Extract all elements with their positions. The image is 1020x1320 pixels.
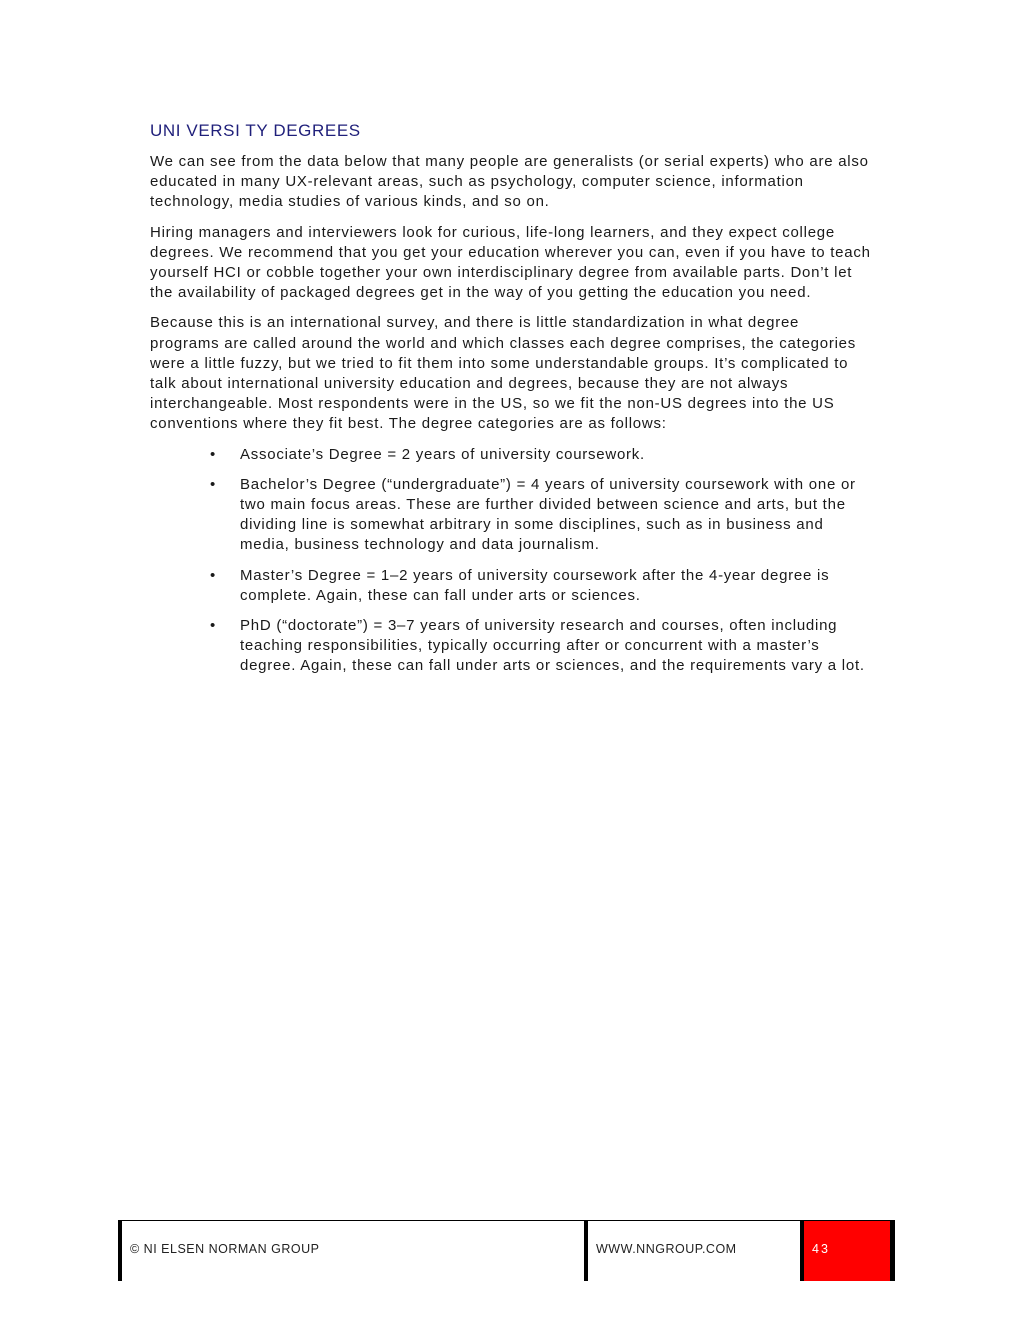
- bullet-icon: •: [210, 445, 217, 463]
- bullet-text-phd: PhD (“doctorate”) = 3–7 years of university research and courses, often including teaching responsibilities, typically occurring after or concurrent with a master’s degree. Again, these can fall under arts or sciences, and the requirements vary a lot.: [240, 617, 865, 675]
- bullet-text-master: Master’s Degree = 1–2 years of university coursework after the 4-year degree is complete. Again, these can fall under arts or sciences.: [240, 566, 830, 604]
- bullet-text-bachelor: Bachelor’s Degree (“undergraduate”) = 4 years of university coursework with one or two main focus areas. These are further divided between science and arts, but the dividing line is somewhat arbitrary in some disciplines, such as in business and media, business technology and data journalism.: [240, 475, 856, 554]
- paragraph-hiring-managers: Hiring managers and interviewers look for curious, life-long learners, and they expect college degrees. We recommend that you get your education wherever you can, even if you have to teach yourself HCI or cobble together your own interdisciplinary degree from available parts. Don’t let the availability of packaged degrees get in the way of you getting the education you need.: [150, 223, 871, 302]
- list-item: [150, 566, 872, 606]
- list-item: [150, 616, 872, 677]
- bullet-icon: •: [210, 566, 217, 584]
- paragraph-generalists: We can see from the data below that many people are generalists (or serial experts) who are also educated in many UX-relevant areas, such as psychology, computer science, information technology, media studies of various kinds, and so on.: [150, 153, 869, 211]
- list-item: [150, 475, 872, 556]
- bullet-text-associate: Associate’s Degree = 2 years of university coursework.: [240, 445, 645, 463]
- page-content: [150, 121, 872, 687]
- page-footer: [118, 1220, 895, 1281]
- list-item: [150, 445, 872, 465]
- footer-copyright: © NI ELSEN NORMAN GROUP: [118, 1221, 584, 1281]
- bullet-icon: •: [210, 617, 217, 635]
- footer-website-link[interactable]: WWW.NNGROUP.COM: [584, 1221, 800, 1281]
- degree-categories-list: [150, 445, 872, 677]
- section-heading: UNI VERSI TY DEGREES: [150, 121, 361, 140]
- page-number-badge: 43: [800, 1221, 895, 1281]
- paragraph-international-survey: Because this is an international survey, and there is little standardization in what degree programs are called around the world and which classes each degree comprises, the categories were a little fuzzy, but we tried to fit them into some understandable groups. It’s complicated to talk about international university education and degrees, because they are not always interchangeable. Most respondents were in the US, so we fit the non-US degrees into the US conventions where they fit best. The degree categories are as follows:: [150, 314, 857, 433]
- bullet-icon: •: [210, 475, 217, 493]
